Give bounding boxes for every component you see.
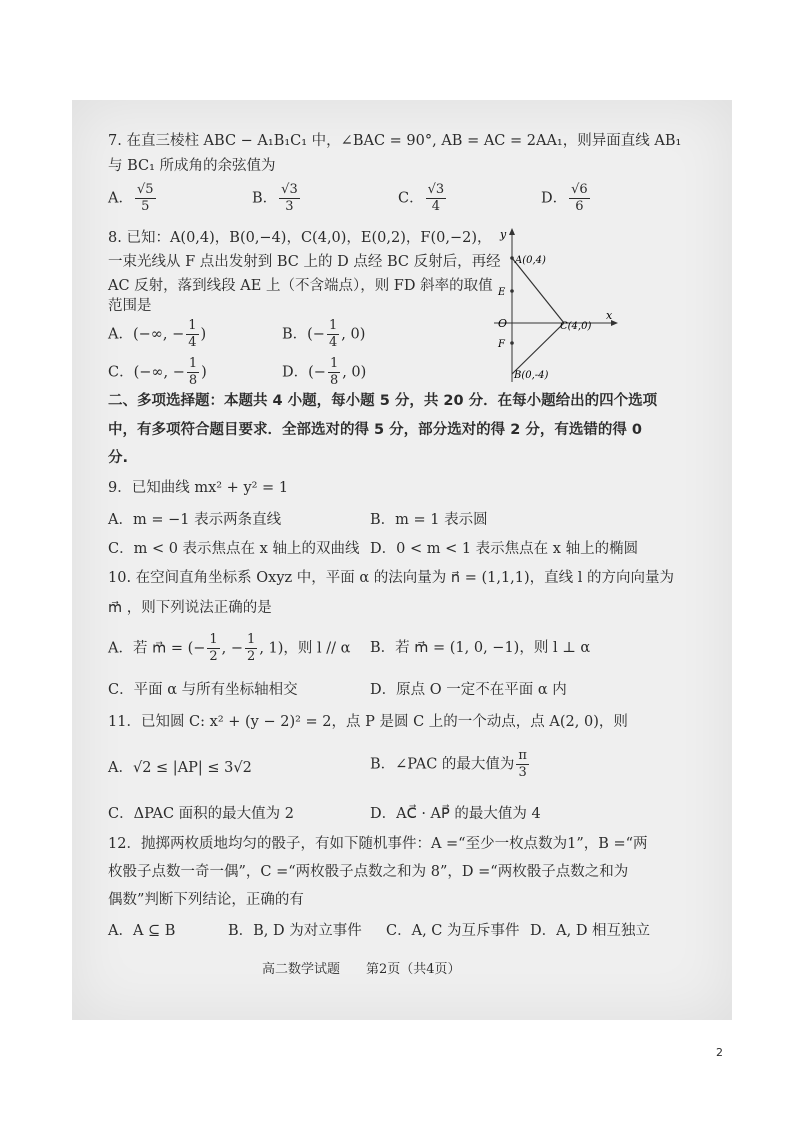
section2-line2: 中，有多项符合题目要求．全部选对的得 5 分，部分选对的得 2 分，有选错的得 0 (108, 422, 643, 438)
q9-option-c: C．m < 0 表示焦点在 x 轴上的双曲线 (108, 541, 360, 557)
q9-option-b: B．m = 1 表示圆 (370, 512, 488, 528)
q8-stem-line3: AC 反射，落到线段 AE 上（不含端点），则 FD 斜率的取值 (108, 278, 493, 294)
section2-line1: 二、多项选择题：本题共 4 小题，每小题 5 分，共 20 分．在每小题给出的四个选项 (108, 393, 658, 409)
q12-option-a: A．A ⊆ B (108, 923, 176, 939)
x-axis-label: x (606, 309, 613, 322)
q8-option-a: A．(−∞, − $\frac{1}{4}$ ) (108, 318, 207, 350)
q12-option-b: B．B, D 为对立事件 (228, 923, 362, 939)
label-c: C(4,0) (560, 321, 592, 332)
q8-stem-line1: 8. 已知：A(0,4)，B(0,−4)，C(4,0)，E(0,2)，F(0,−2)， (108, 230, 492, 246)
q11-option-a: A．√2 ≤ |AP| ≤ 3√2 (108, 760, 252, 776)
q10-option-a: A．若 m⃗ = (− $\frac{1}{2}$ , − $\frac{1}{2}$ , 1)，则 l // α (108, 632, 351, 664)
q8-option-d: D．(− $\frac{1}{8}$ , 0) (282, 356, 367, 388)
origin-label: O (498, 317, 508, 330)
q12-option-c: C．A, C 为互斥事件 (386, 923, 520, 939)
q12-option-d: D．A, D 相互独立 (530, 923, 651, 939)
segment-cb (512, 323, 564, 374)
q8-option-c: C．(−∞, − $\frac{1}{8}$ ) (108, 356, 207, 388)
y-axis-label: y (500, 228, 507, 241)
q7-option-d: D． $\frac{√6}{6}$ (541, 182, 588, 214)
q7-option-b: B． $\frac{√3}{3}$ (252, 182, 298, 214)
q11-option-d: D．AC⃗ · AP⃗ 的最大值为 4 (370, 806, 541, 822)
q7-option-c: C． $\frac{√3}{4}$ (398, 182, 445, 214)
q10-stem-line1: 10. 在空间直角坐标系 Oxyz 中，平面 α 的法向量为 n⃗ = (1,1,1)，直线 l 的方向向量为 (108, 570, 675, 586)
point-e (510, 289, 514, 293)
section2-line3: 分. (108, 450, 129, 466)
label-f: F (498, 339, 505, 350)
label-b: B(0,-4) (514, 370, 549, 381)
q7-stem-line2: 与 BC₁ 所成角的余弦值为 (108, 158, 276, 174)
q9-option-d: D．0 < m < 1 表示焦点在 x 轴上的椭圆 (370, 541, 639, 557)
q11-stem: 11．已知圆 C: x² + (y − 2)² = 2，点 P 是圆 C 上的一个动点，点 A(2, 0)，则 (108, 714, 628, 730)
q11-option-c: C．ΔPAC 面积的最大值为 2 (108, 806, 294, 822)
q9-stem: 9．已知曲线 mx² + y² = 1 (108, 480, 289, 496)
page-footer: 高二数学试题 第2页（共4页） (262, 962, 461, 977)
segment-ac (512, 258, 564, 323)
q10-option-d: D．原点 O 一定不在平面 α 内 (370, 682, 567, 698)
label-e: E (498, 287, 506, 298)
q8-coordinate-figure (488, 226, 624, 386)
q8-stem-line4: 范围是 (108, 298, 152, 314)
page-number: 2 (716, 1046, 723, 1059)
q12-stem-line2: 枚骰子点数一奇一偶”，C =“两枚骰子点数之和为 8”，D =“两枚骰子点数之和为 (108, 864, 629, 880)
q9-option-a: A．m = −1 表示两条直线 (108, 512, 282, 528)
q12-stem-line1: 12．抛掷两枚质地均匀的骰子，有如下随机事件：A =“至少一枚点数为1”，B =“两 (108, 836, 648, 852)
q8-option-b: B．(− $\frac{1}{4}$ , 0) (282, 318, 366, 350)
q7-stem-line1: 7. 在直三棱柱 ABC − A₁B₁C₁ 中，∠BAC = 90°, AB = AC = 2AA₁，则异面直线 AB₁ (108, 133, 682, 149)
point-f (510, 341, 514, 345)
q10-option-c: C．平面 α 与所有坐标轴相交 (108, 682, 298, 698)
point-a (510, 256, 514, 260)
q12-stem-line3: 偶数”判断下列结论，正确的有 (108, 892, 304, 908)
q10-stem-line2: m⃗ ，则下列说法正确的是 (108, 600, 272, 616)
label-a: A(0,4) (515, 255, 546, 266)
y-axis-arrow (509, 228, 515, 235)
q10-option-b: B．若 m⃗ = (1, 0, −1)，则 l ⊥ α (370, 640, 591, 656)
q7-option-a: A． $\frac{√5}{5}$ (108, 182, 154, 214)
q8-stem-line2: 一束光线从 F 点出发射到 BC 上的 D 点经 BC 反射后，再经 (108, 254, 501, 270)
q11-option-b: B．∠PAC 的最大值为 $\frac{\pi}{3}$ (370, 748, 527, 780)
